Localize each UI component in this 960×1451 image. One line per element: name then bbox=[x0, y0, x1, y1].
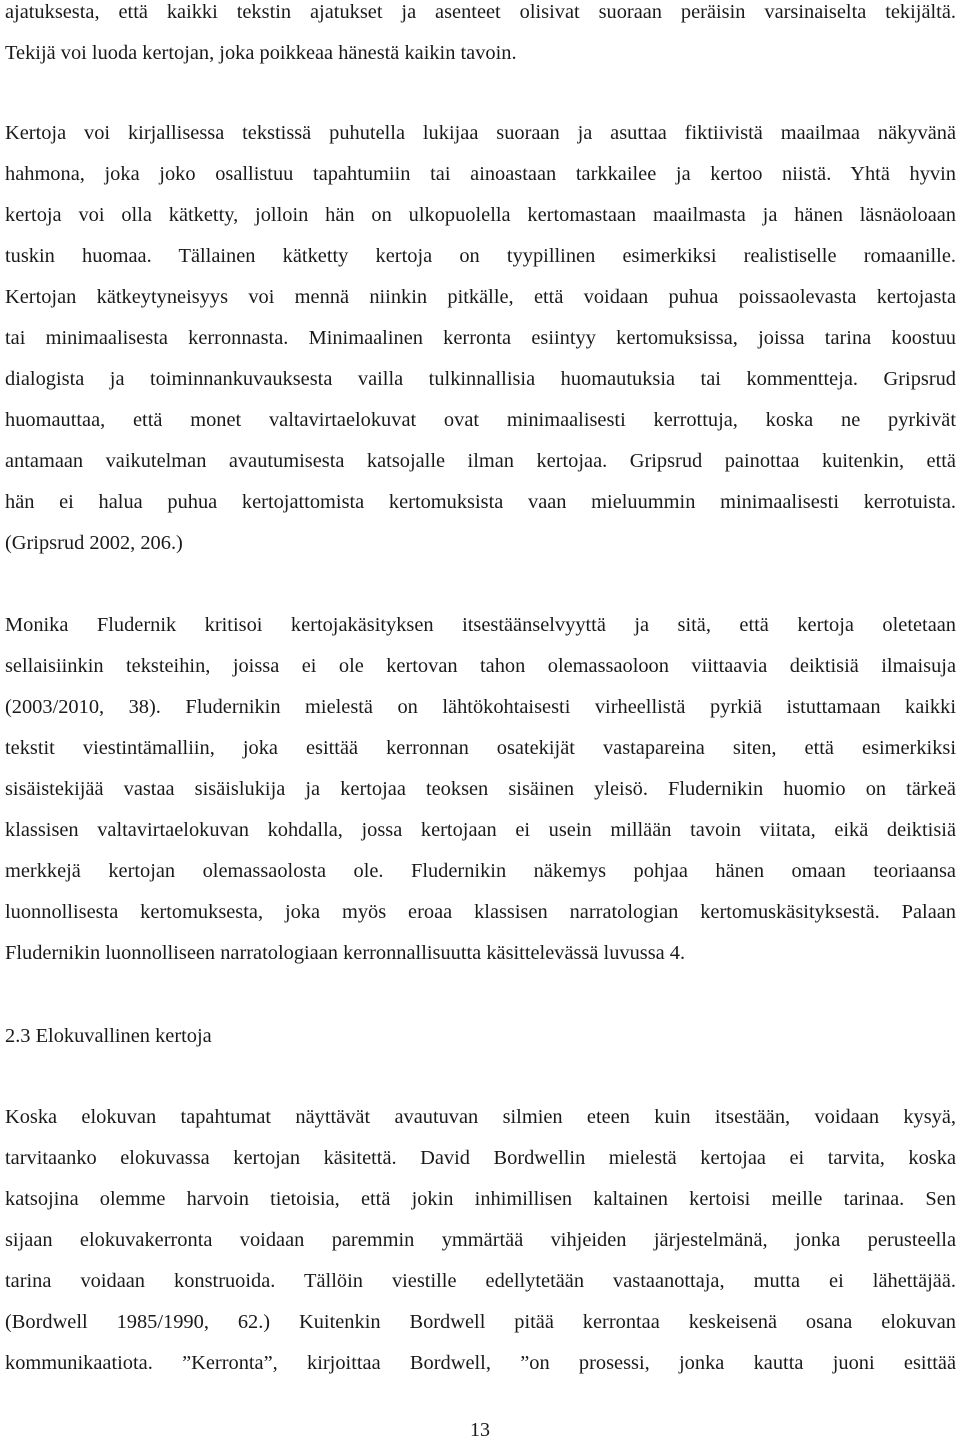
text-line: (Gripsrud 2002, 206.) bbox=[5, 532, 183, 554]
text-line: kertoja voi olla kätketty, jolloin hän on ulkopuolella kertomastaan maailmasta ja hänen läsnäoloaan bbox=[5, 204, 956, 226]
text-line: Monika Fludernik kritisoi kertojakäsityksen itsestäänselvyyttä ja sitä, että kertoja oletetaan bbox=[5, 614, 956, 636]
text-line: tarina voidaan konstruoida. Tällöin viestille edellytetään vastaanottaja, mutta ei lähettäjää. bbox=[5, 1270, 956, 1292]
text-line: tekstit viestintämalliin, joka esittää kerronnan osatekijät vastapareina siten, että esimerkiksi bbox=[5, 737, 956, 759]
text-line: sellaisiinkin teksteihin, joissa ei ole kertovan tahon olemassaoloon viittaavia deiktisiä ilmaisuja bbox=[5, 655, 956, 677]
paragraph-film-narrator bbox=[5, 1097, 956, 1384]
text-line: Koska elokuvan tapahtumat näyttävät avautuvan silmien eteen kuin itsestään, voidaan kysyä, bbox=[5, 1106, 956, 1128]
text-line: Tekijä voi luoda kertojan, joka poikkeaa hänestä kaikin tavoin. bbox=[5, 42, 517, 64]
paragraph-continuation bbox=[5, 0, 956, 74]
text-line: kommunikaatiota. ”Kerronta”, kirjoittaa Bordwell, ”on prosessi, jonka kautta juoni esittää bbox=[5, 1352, 956, 1374]
text-line: (Bordwell 1985/1990, 62.) Kuitenkin Bordwell pitää kerrontaa keskeisenä osana elokuvan bbox=[5, 1311, 956, 1333]
text-line: ajatuksesta, että kaikki tekstin ajatukset ja asenteet olisivat suoraan peräisin varsinaiselta tekijältä. bbox=[5, 1, 956, 23]
text-line: Kertojan kätkeytyneisyys voi mennä niinkin pitkälle, että voidaan puhua poissaolevasta kertojasta bbox=[5, 286, 956, 308]
text-line: luonnollisesta kertomuksesta, joka myös eroaa klassisen narratologian kertomuskäsityksestä. Palaan bbox=[5, 901, 956, 923]
text-line: Kertoja voi kirjallisessa tekstissä puhutella lukijaa suoraan ja asuttaa fiktiivistä maailmaa näkyvänä bbox=[5, 122, 956, 144]
text-line: klassisen valtavirtaelokuvan kohdalla, jossa kertojaan ei usein millään tavoin viitata, eikä deiktisiä bbox=[5, 819, 956, 841]
text-line: sisäistekijää vastaa sisäislukija ja kertojaa teoksen sisäinen yleisö. Fludernikin huomio on tärkeä bbox=[5, 778, 956, 800]
text-line: hahmona, joka joko osallistuu tapahtumiin tai ainoastaan tarkkailee ja kertoo niistä. Yhtä hyvin bbox=[5, 163, 956, 185]
text-line: antamaan vaikutelman avautumisesta katsojalle ilman kertojaa. Gripsrud painottaa kuitenkin, että bbox=[5, 450, 956, 472]
paragraph-narrator-visibility bbox=[5, 113, 956, 564]
text-line: Fludernikin luonnolliseen narratologiaan kerronnallisuutta käsittelevässä luvussa 4. bbox=[5, 942, 686, 964]
page-number: 13 bbox=[470, 1419, 490, 1441]
text-line: hän ei halua puhua kertojattomista kertomuksista vaan mieluummin minimaalisesti kerrotuista. bbox=[5, 491, 956, 513]
paragraph-fludernik bbox=[5, 605, 956, 974]
section-heading: 2.3 Elokuvallinen kertoja bbox=[5, 1025, 212, 1047]
text-line: (2003/2010, 38). Fludernikin mielestä on lähtökohtaisesti virheellistä pyrkiä istuttamaan kaikki bbox=[5, 696, 956, 718]
text-line: huomauttaa, että monet valtavirtaelokuvat ovat minimaalisesti kerrottuja, koska ne pyrkivät bbox=[5, 409, 956, 431]
text-line: tarvitaanko elokuvassa kertojan käsitettä. David Bordwellin mielestä kertojaa ei tarvita, koska bbox=[5, 1147, 956, 1169]
text-line: tuskin huomaa. Tällainen kätketty kertoja on tyypillinen esimerkiksi realistiselle romaanille. bbox=[5, 245, 956, 267]
text-line: tai minimaalisesta kerronnasta. Minimaalinen kerronta esiintyy kertomuksissa, joissa tarina koostuu bbox=[5, 327, 956, 349]
text-line: merkkejä kertojan olemassaolosta ole. Fludernikin näkemys pohjaa hänen omaan teoriaansa bbox=[5, 860, 956, 882]
text-line: dialogista ja toiminnankuvauksesta vailla tulkinnallisia huomautuksia tai kommentteja. Gripsrud bbox=[5, 368, 956, 390]
text-line: katsojina olemme harvoin tietoisia, että jokin inhimillisen kaltainen kertoisi meille tarinaa. Sen bbox=[5, 1188, 956, 1210]
text-line: sijaan elokuvakerronta voidaan paremmin ymmärtää vihjeiden järjestelmänä, jonka perusteella bbox=[5, 1229, 956, 1251]
